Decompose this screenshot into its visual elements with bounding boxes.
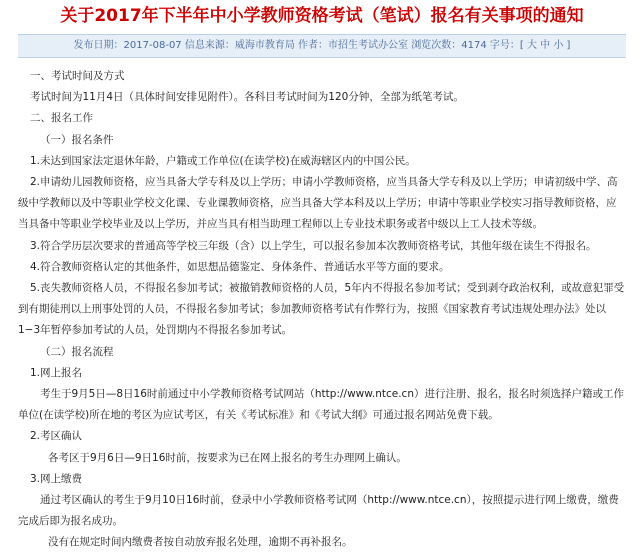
subheading-conditions: （一）报名条件 — [40, 133, 114, 146]
font-size-medium-button[interactable]: 中 — [540, 40, 551, 51]
font-size-label: 字号： — [489, 40, 520, 51]
step-3-heading: 3.网上缴费 — [30, 472, 83, 485]
step-1-text: 考生于9月5日—8日16时前通过中小学教师资格考试网站（http://www.ntce.cn）进行注册、报名，报名时须选择户籍或工作单位(在读学校)所在地的考区为应试考区，有关《考试标准》和《考试大纲》可通过报名网站免费下载。 — [18, 388, 624, 422]
author-label: 作者： — [298, 40, 329, 51]
condition-4: 4.符合教师资格认定的其他条件，如思想品德鉴定、身体条件、普通话水平等方面的要求。 — [30, 260, 450, 273]
step-3-text: 通过考区确认的考生于9月10日16时前，登录中小学教师资格考试网（http://www.ntce.cn），按照提示进行网上缴费，缴费完成后即为报名成功。 — [18, 494, 619, 528]
font-bracket-open: [ — [519, 40, 524, 51]
author: 市招生考试办公室 — [328, 40, 409, 51]
source: 威海市教育局 — [234, 40, 295, 51]
views-label: 浏览次数： — [411, 40, 462, 51]
condition-3: 3.符合学历层次要求的普通高等学校三年级（含）以上学生，可以报名参加本次教师资格考试，其他年级在读生不得报名。 — [30, 239, 597, 252]
step-2-heading: 2.考区确认 — [30, 430, 83, 443]
step-1-heading: 1.网上报名 — [30, 366, 83, 379]
source-label: 信息来源： — [184, 40, 235, 51]
font-size-large-button[interactable]: 大 — [526, 40, 537, 51]
condition-1: 1.未达到国家法定退休年龄，户籍或工作单位(在读学校)在威海辖区内的中国公民。 — [30, 154, 416, 167]
condition-5: 5.丧失教师资格人员，不得报名参加考试；被撤销教师资格的人员，5年内不得报名参加考试；受到剥夺政治权利，或故意犯罪受到有期徒刑以上刑事处罚的人员，不得报名参加考试；参加教师资格考试有作弊行为，按照《国家教育考试违规处理办法》处以1−3年暂停参加考试的人员，处罚期内不得报名参加考试。 — [18, 282, 625, 337]
condition-2: 2.申请幼儿园教师资格，应当具备大学专科及以上学历；申请小学教师资格，应当具备大学专科及以上学历；申请初级中学、高级中学教师以及中等职业学校文化课、专业课教师资格，应当具备大学本科及以上学历；申请中等职业学校实习指导教师资格，应当具备中等职业学校毕业及以上学历，并应当具有相当助理工程师以上专业技术职务或者中级以上工人技术等级。 — [18, 176, 618, 231]
step-2-text: 各考区于9月6日—9日16时前，按要求为已在网上报名的考生办理网上确认。 — [48, 451, 407, 464]
article-meta-bar — [18, 34, 626, 58]
publish-date: 2017-08-07 — [123, 40, 182, 51]
step-3-note: 没有在规定时间内缴费者按自动放弃报名处理，逾期不再补报名。 — [48, 536, 353, 549]
publish-date-label: 发布日期： — [73, 40, 124, 51]
article-title: 关于2017年下半年中小学教师资格考试（笔试）报名有关事项的通知 — [60, 6, 584, 26]
article-body — [18, 66, 626, 554]
subheading-process: （二）报名流程 — [40, 345, 114, 358]
section-heading-exam-time: 一、考试时间及方式 — [30, 70, 125, 82]
font-size-small-button[interactable]: 小 — [553, 40, 564, 51]
font-bracket-close: ] — [566, 40, 571, 51]
exam-time-text: 考试时间为11月4日（具体时间安排见附件）。各科目考试时间为120分钟，全部为纸笔考试。 — [30, 91, 464, 104]
section-heading-registration: 二、报名工作 — [30, 112, 93, 125]
view-count: 4174 — [461, 40, 487, 51]
